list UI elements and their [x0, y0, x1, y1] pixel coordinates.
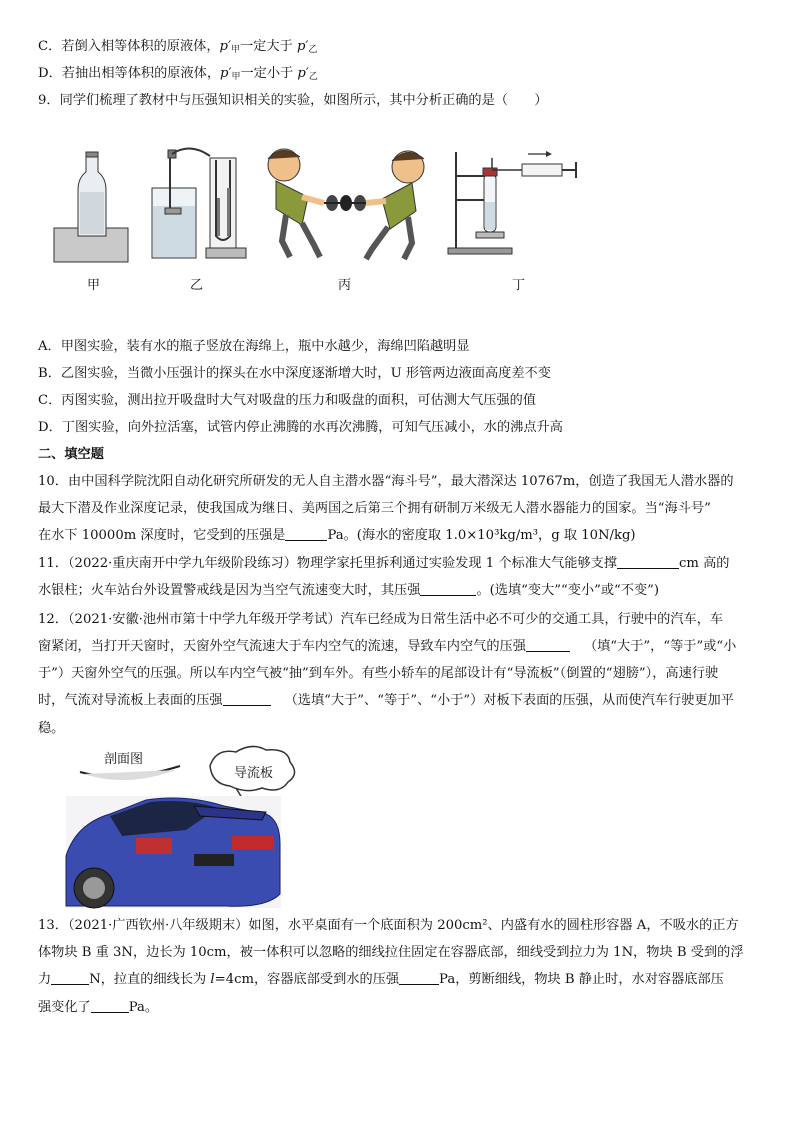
q9-option-c: C．丙图实验，测出拉开吸盘时大气对吸盘的压力和吸盘的面积，可估测大气压强的值	[38, 393, 537, 408]
figure-yi-pressure-gauge	[150, 148, 250, 263]
q12-line5: 稳。	[38, 721, 65, 736]
q13-line2: 体物块 B 重 3N，边长为 10cm，被一体积可以忽略的细线拉住固定在容器底部，细线受到拉力为 1N，物块 B 受到的浮	[38, 945, 744, 960]
q9-stem: 9．同学们梳理了教材中与压强知识相关的实验，如图所示，其中分析正确的是（ ）	[38, 93, 548, 108]
q13-line4: 强变化了 Pa。	[38, 1000, 159, 1015]
figure-bing-suction-cups	[262, 145, 432, 263]
caption-bing: 丙	[338, 278, 352, 293]
q10-line1: 10．由中国科学院沈阳自动化研究所研发的无人自主潜水器“海斗号”，最大潜深达 10767m，创造了我国无人潜水器的	[38, 474, 734, 489]
q12-line3: 于”）天窗外空气的压强。所以车内空气被“抽”到车外。有些小轿车的尾部设计有“导流板”（倒置的“翅膀”），高速行驶	[38, 666, 719, 681]
q9-option-b: B．乙图实验，当微小压强计的探头在水中深度逐渐增大时，U 形管两边液面高度差不变	[38, 366, 551, 381]
label-cross-section: 剖面图	[104, 752, 144, 767]
caption-jia: 甲	[87, 278, 101, 293]
q10-line2: 最大下潜及作业深度记录，使我国成为继日、美两国之后第三个拥有研制万米级无人潜水器能力的国家。当“海斗号”	[38, 501, 711, 516]
q12-line2: 窗紧闭，当打开天窗时，天窗外空气流速大于车内空气的流速，导致车内空气的压强 （填“大于”，“等于”或“小	[38, 639, 737, 654]
answer-blank[interactable]	[420, 583, 476, 596]
answer-blank[interactable]	[399, 972, 439, 985]
q11-line1: 11．（2022·重庆南开中学九年级阶段练习）物理学家托里拆利通过实验发现 1 个标准大气能够支撑 cm 高的	[38, 556, 730, 571]
q9-option-d: D．丁图实验，向外拉活塞，试管内停止沸腾的水再次沸腾，可知气压减小，水的沸点升高	[38, 420, 563, 435]
q12-line4: 时，气流对导流板上表面的压强 （选填“大于”、“等于”、“小于”）对板下表面的压强，从而使汽车行驶更加平	[38, 693, 734, 708]
answer-blank[interactable]	[223, 693, 271, 706]
figure-jia-bottle-on-sponge	[52, 150, 132, 265]
answer-blank[interactable]	[51, 972, 89, 985]
figure-ding-syringe-tube	[448, 150, 582, 260]
answer-blank[interactable]	[285, 528, 327, 541]
q12-line1: 12．（2021·安徽·池州市第十中学九年级开学考试）汽车已经成为日常生活中必不可少的交通工具，行驶中的汽车，车	[38, 612, 724, 627]
section-heading: 二、填空题	[38, 447, 104, 462]
answer-blank[interactable]	[617, 556, 679, 569]
q8-option-c: C．若倒入相等体积的原液体，$p'_甲$一定大于 $p'_乙$	[38, 39, 318, 55]
q13-line1: 13．（2021·广西钦州·八年级期末）如图，水平桌面有一个底面积为 200cm²、内盛有水的圆柱形容器 A，不吸水的正方	[38, 918, 739, 933]
label-spoiler: 导流板	[234, 766, 274, 781]
q9-option-a: A．甲图实验，装有水的瓶子竖放在海绵上，瓶中水越少，海绵凹陷越明显	[38, 339, 470, 354]
q10-line3: 在水下 10000m 深度时，它受到的压强是 Pa。(海水的密度取 1.0×10³kg/m³，g 取 10N/kg)	[38, 528, 636, 543]
q13-line3: 力 N，拉直的细线长为 l=4cm，容器底部受到水的压强 Pa，剪断细线，物块 B 静止时，水对容器底部压	[38, 972, 724, 987]
caption-ding: 丁	[512, 278, 526, 293]
answer-blank[interactable]	[91, 1000, 129, 1013]
caption-yi: 乙	[190, 278, 204, 293]
q11-line2: 水银柱；火车站台外设置警戒线是因为当空气流速变大时，其压强 。(选填“变大”“变小”或“不变”)	[38, 583, 660, 598]
answer-blank[interactable]	[526, 639, 570, 652]
q8-option-d: D．若抽出相等体积的原液体，$p'_甲$一定小于 $p'_乙$	[38, 66, 318, 82]
